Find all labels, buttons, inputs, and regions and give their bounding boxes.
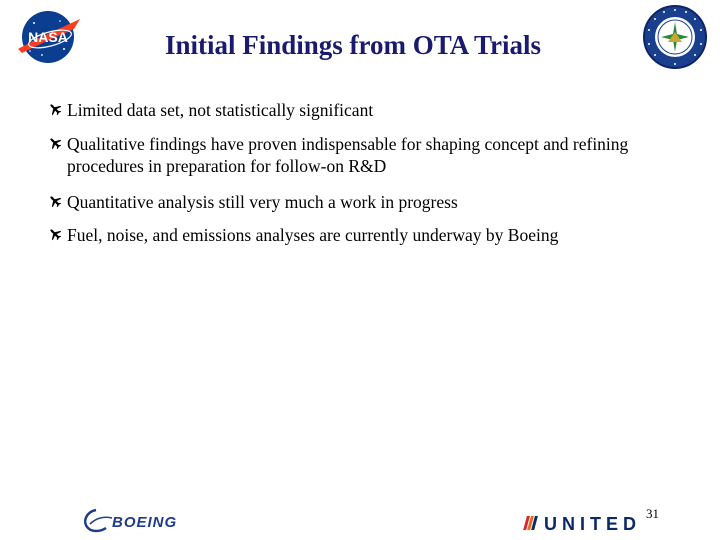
airplane-icon xyxy=(48,194,62,208)
airplane-icon xyxy=(48,227,62,241)
bullet-item xyxy=(48,191,658,213)
nasa-wordmark: NASA xyxy=(28,29,68,45)
bullet-list xyxy=(48,99,658,246)
page-number: 31 xyxy=(646,506,659,521)
slide-title: Initial Findings from OTA Trials xyxy=(164,30,542,60)
bullet-text: Fuel, noise, and emissions analyses are currently underway by Boeing xyxy=(67,225,559,245)
boeing-wordmark: BOEING xyxy=(112,514,178,531)
bullet-text: Qualitative findings have proven indispensable for shaping concept and refining procedures in preparation for follow-on R&D xyxy=(67,134,629,176)
airplane-icon xyxy=(48,136,62,150)
bullet-text: Limited data set, not statistically significant xyxy=(67,100,374,120)
bullet-item xyxy=(48,133,658,177)
bullet-text: Quantitative analysis still very much a work in progress xyxy=(67,192,458,212)
bullet-item xyxy=(48,224,658,246)
bullet-item xyxy=(48,99,658,121)
united-wordmark: UNITED xyxy=(544,514,641,534)
united-logo xyxy=(522,512,644,534)
airplane-icon xyxy=(48,102,62,116)
boeing-logo xyxy=(82,506,212,536)
